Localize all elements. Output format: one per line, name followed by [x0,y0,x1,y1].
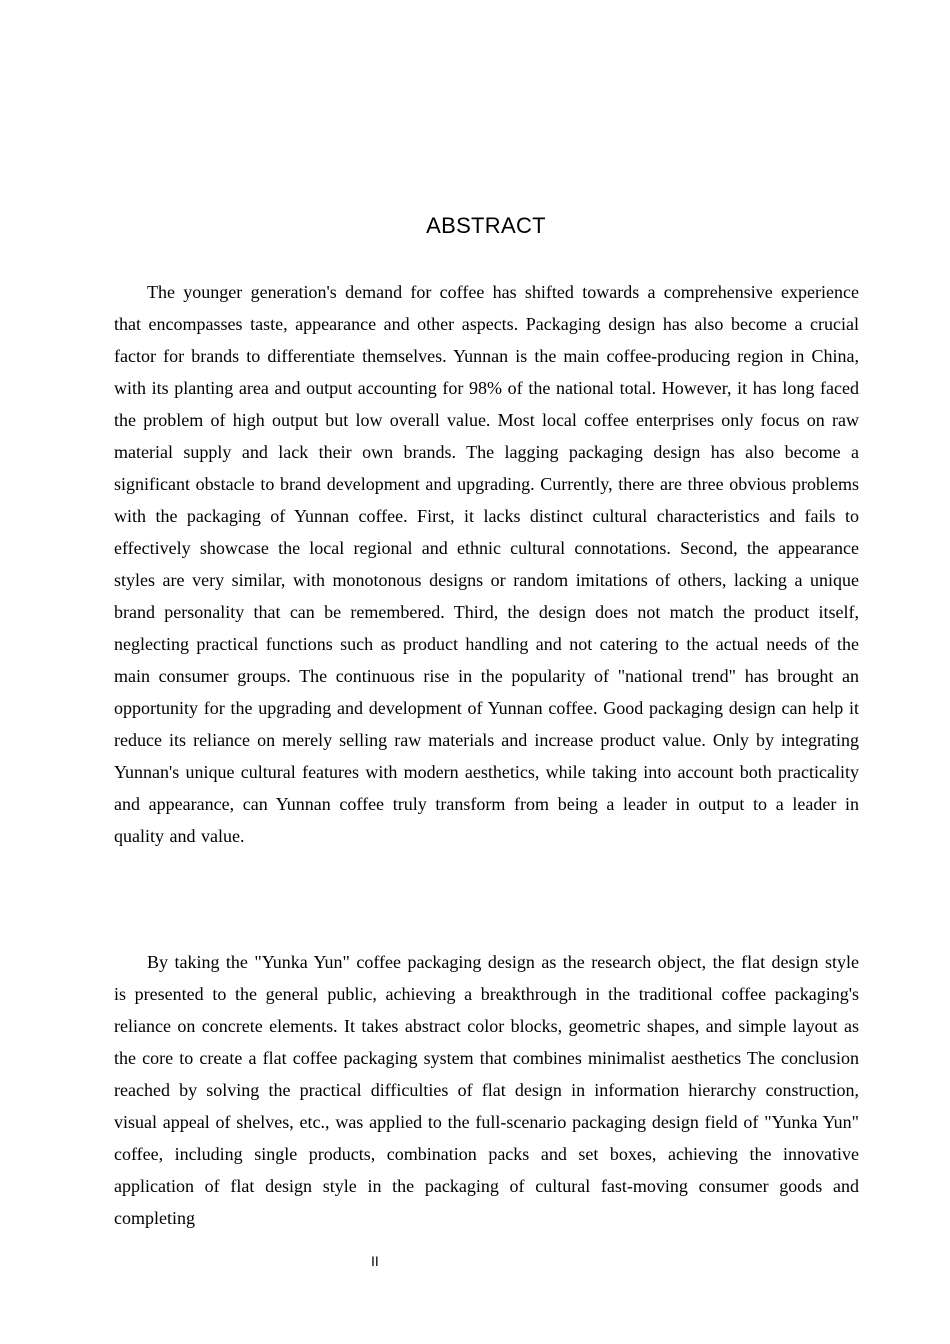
abstract-paragraph-2: By taking the "Yunka Yun" coffee packaging design as the research object, the flat design style is presented to the general public, achieving a breakthrough in the traditional coffee packaging's reliance on concrete elements. It takes abstract color blocks, geometric shapes, and simple layout as the core to create a flat coffee packaging system that combines minimalist aesthetics The conclusion reached by solving the practical difficulties of flat design in information hierarchy construction, visual appeal of shelves, etc., was applied to the full-scenario packaging design field of "Yunka Yun" coffee, including single products, combination packs and set boxes, achieving the innovative application of flat design style in the packaging of cultural fast-moving consumer goods and completing [114,952,859,1228]
abstract-heading: ABSTRACT [426,213,546,238]
page-number: II [371,1253,379,1269]
abstract-paragraph-1: The younger generation's demand for coffee has shifted towards a comprehensive experience that encompasses taste, appearance and other aspects. Packaging design has also become a crucial factor for brands to differentiate themselves. Yunnan is the main coffee-producing region in China, with its planting area and output accounting for 98% of the national total. However, it has long faced the problem of high output but low overall value. Most local coffee enterprises only focus on raw material supply and lack their own brands. The lagging packaging design has also become a significant obstacle to brand development and upgrading. Currently, there are three obvious problems with the packaging of Yunnan coffee. First, it lacks distinct cultural characteristics and fails to effectively showcase the local regional and ethnic cultural connotations. Second, the appearance styles are very similar, with monotonous designs or random imitations of others, lacking a unique brand personality that can be remembered. Third, the design does not match the product itself, neglecting practical functions such as product handling and not catering to the actual needs of the main consumer groups. The continuous rise in the popularity of "national trend" has brought an opportunity for the upgrading and development of Yunnan coffee. Good packaging design can help it reduce its reliance on merely selling raw materials and increase product value. Only by integrating Yunnan's unique cultural features with modern aesthetics, while taking into account both practicality and appearance, can Yunnan coffee truly transform from being a leader in output to a leader in quality and value. [114,282,859,846]
